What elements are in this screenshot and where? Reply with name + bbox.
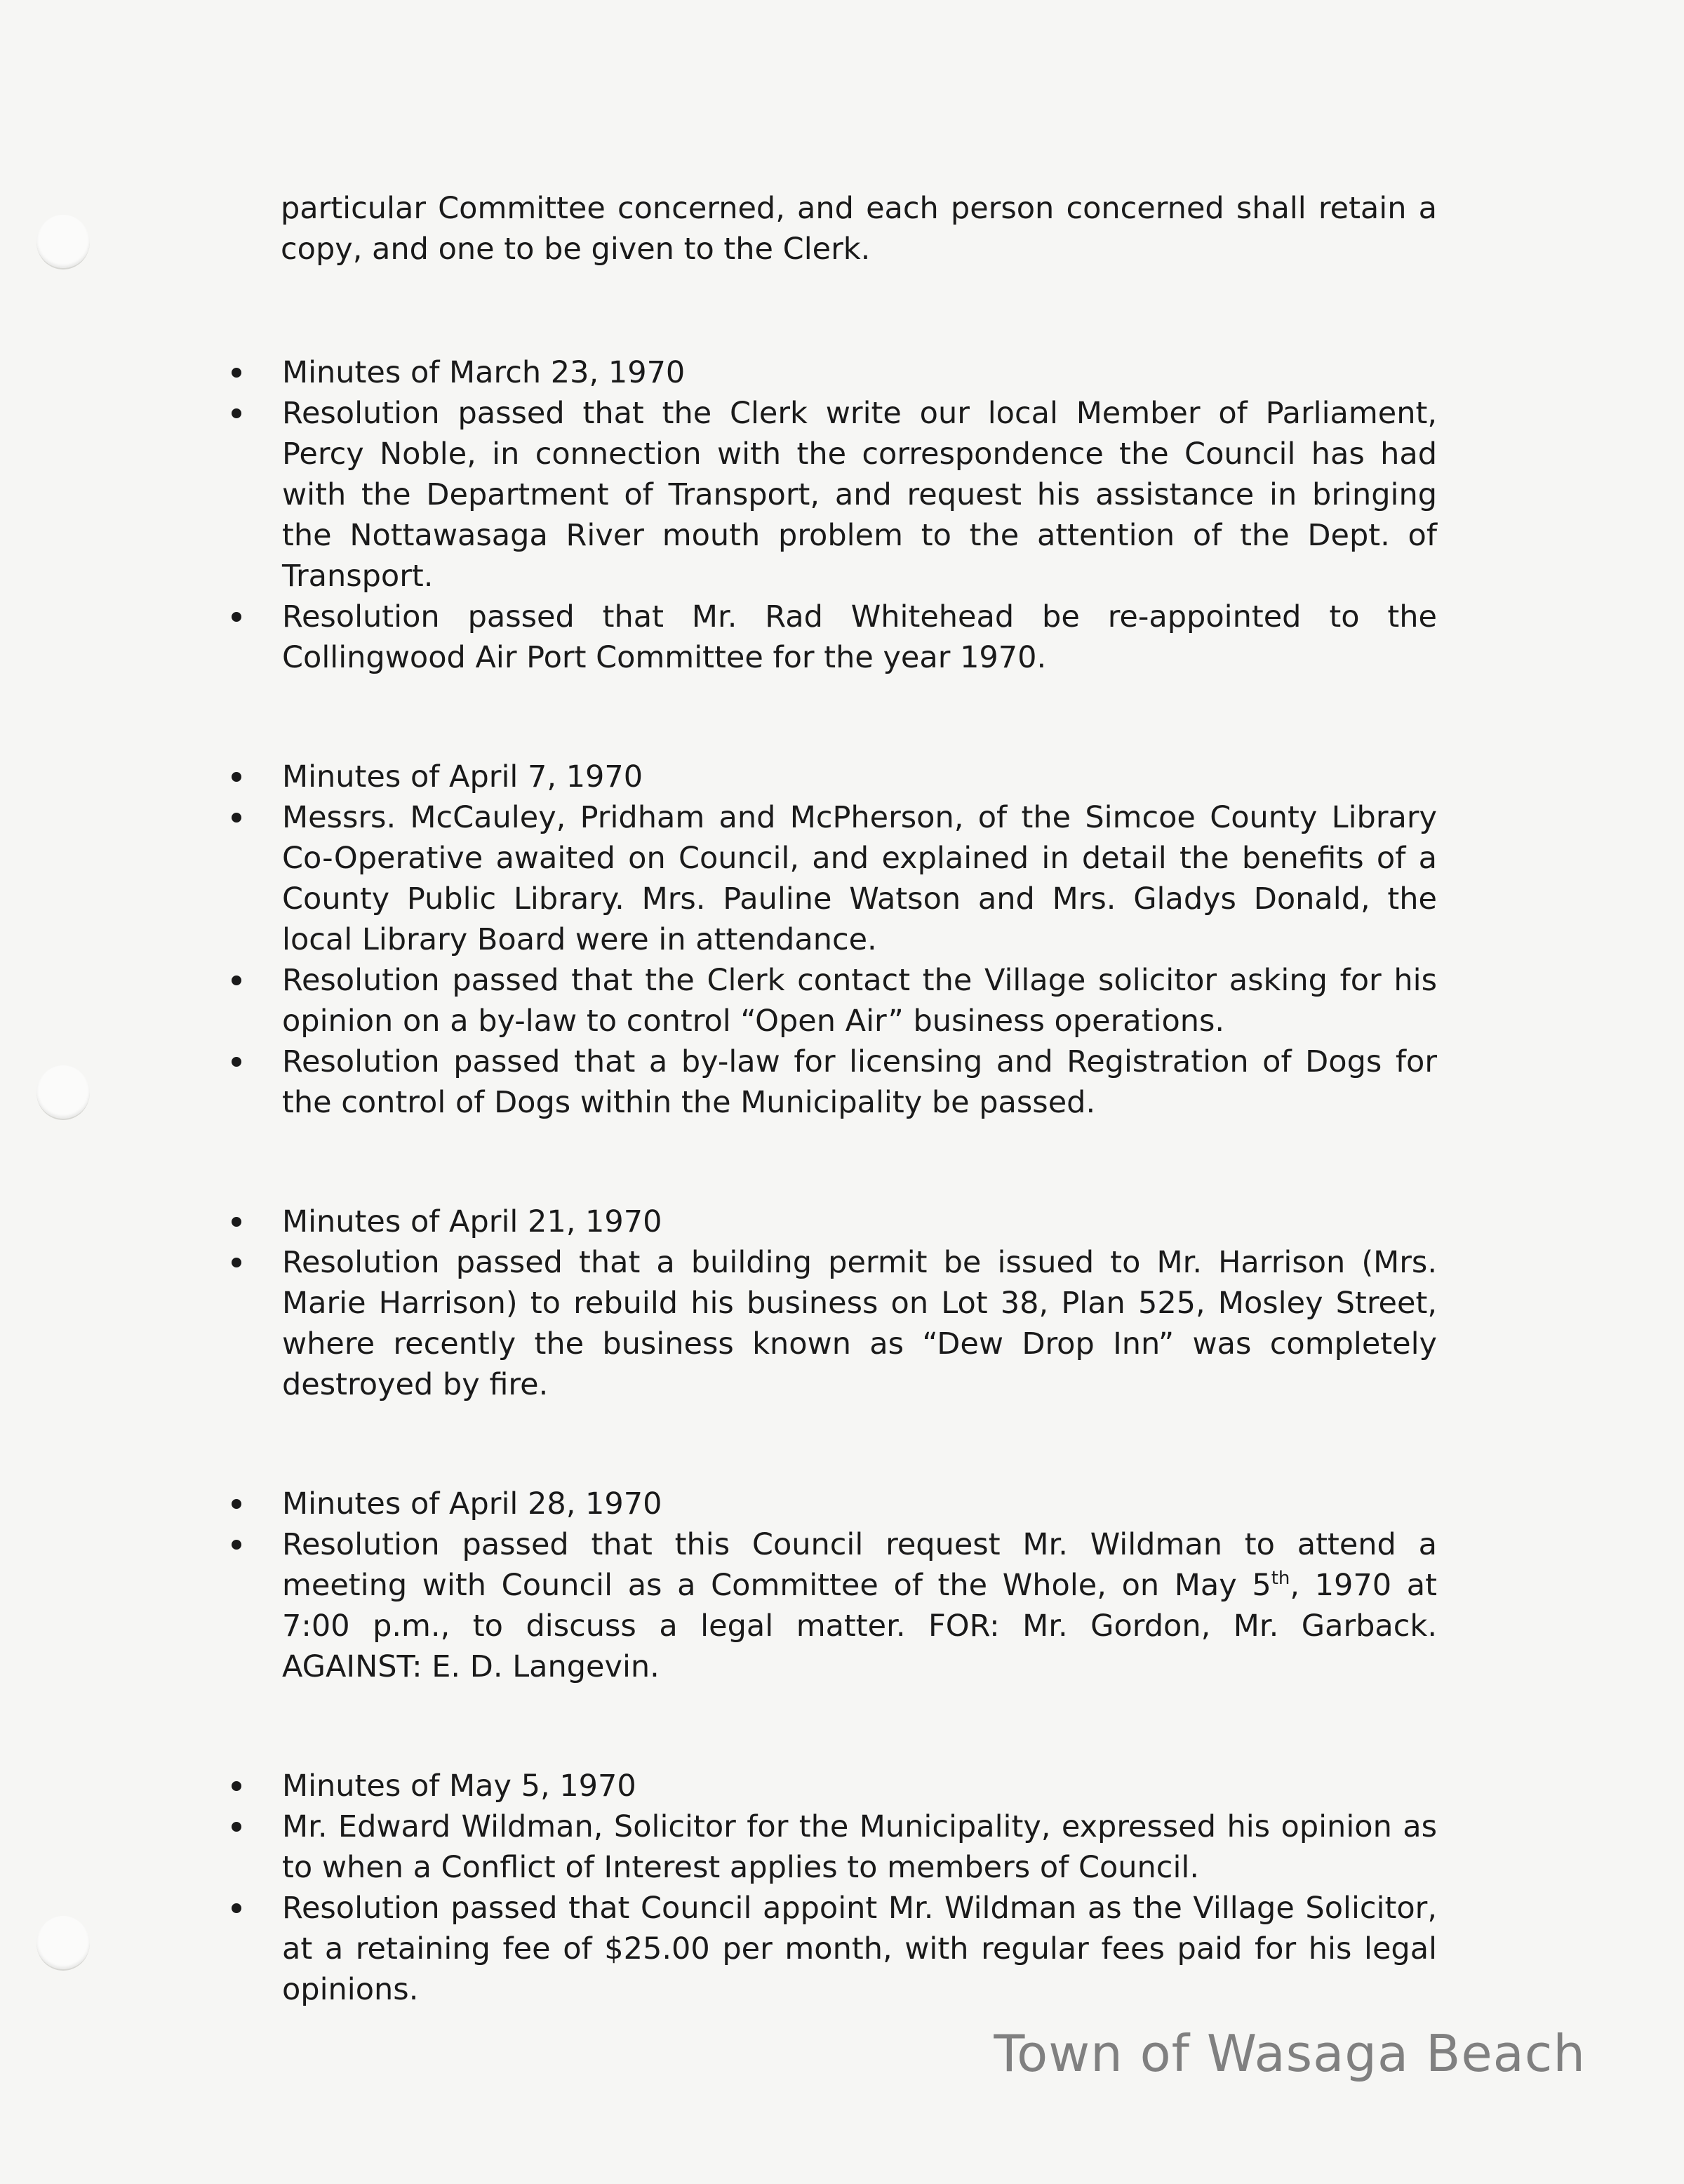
item-text: Minutes of May 5, 1970 xyxy=(282,1769,636,1804)
intro-paragraph: particular Committee concerned, and each person concerned shall retain a copy, and one to be given to the Clerk. xyxy=(281,191,1437,267)
bullet-icon xyxy=(232,1499,241,1509)
list-item xyxy=(225,1524,1437,1687)
list-item xyxy=(225,1041,1437,1123)
list-item xyxy=(225,757,1437,797)
section-april-21 xyxy=(225,1201,1437,1405)
list-item xyxy=(225,393,1437,597)
bullet-icon xyxy=(232,813,241,823)
list-item xyxy=(225,1766,1437,1806)
item-text: Minutes of March 23, 1970 xyxy=(282,355,686,390)
item-text: Mr. Edward Wildman, Solicitor for the Municipality, expressed his opinion as to when a Conflict of Interest applies to members of Council. xyxy=(282,1809,1437,1885)
document-body xyxy=(225,188,1437,2010)
list-item xyxy=(225,597,1437,678)
ordinal-suffix: th xyxy=(1271,1568,1290,1589)
punch-hole xyxy=(36,215,90,269)
list-item xyxy=(225,1242,1437,1405)
bullet-icon xyxy=(232,976,241,985)
bullet-icon xyxy=(232,1258,241,1267)
list-item xyxy=(225,797,1437,960)
section-may-5 xyxy=(225,1766,1437,2010)
item-text: , 1970 at 7:00 p.m., to discuss a legal matter. FOR: Mr. Gordon, Mr. Garback. AGAINST: E. D. Langevin. xyxy=(282,1568,1437,1684)
item-text: Resolution passed that a by-law for licensing and Registration of Dogs for the control of Dogs within the Municipality be passed. xyxy=(282,1044,1437,1120)
item-text: Minutes of April 28, 1970 xyxy=(282,1486,662,1522)
item-text: Resolution passed that a building permit be issued to Mr. Harrison (Mrs. Marie Harrison) to rebuild his business on Lot 38, Plan 525, Mosley Street, where recently the business known as “Dew Drop Inn” was completely destroyed by fire. xyxy=(282,1245,1437,1402)
watermark: Town of Wasaga Beach xyxy=(994,2024,1586,2083)
bullet-icon xyxy=(232,368,241,378)
bullet-icon xyxy=(232,1781,241,1791)
item-text: Messrs. McCauley, Pridham and McPherson, of the Simcoe County Library Co-Operative awaited on Council, and explained in detail the benefits of a County Public Library. Mrs. Pauline Watson and Mrs. Gladys Donald, the local Library Board were in attendance. xyxy=(282,800,1437,957)
item-text: Resolution passed that this Council request Mr. Wildman to attend a meeting with Council as a Committee of the Whole, on May 5 xyxy=(282,1527,1437,1603)
list-item xyxy=(225,1484,1437,1524)
item-text: Resolution passed that Council appoint Mr. Wildman as the Village Solicitor, at a retaining fee of $25.00 per month, with regular fees paid for his legal opinions. xyxy=(282,1891,1437,2007)
bullet-icon xyxy=(232,1822,241,1832)
bullet-icon xyxy=(232,1540,241,1550)
bullet-icon xyxy=(232,1217,241,1227)
list-item xyxy=(225,960,1437,1041)
punch-hole xyxy=(36,1916,90,1971)
item-text: Minutes of April 7, 1970 xyxy=(282,759,643,794)
list-item xyxy=(225,352,1437,393)
bullet-icon xyxy=(232,772,241,782)
item-text: Resolution passed that the Clerk write our local Member of Parliament, Percy Noble, in connection with the correspondence the Council has had with the Department of Transport, and request his assistance in bringing the Nottawasaga River mouth problem to the attention of the Dept. of Transport. xyxy=(282,396,1437,594)
list-item xyxy=(225,1806,1437,1888)
section-april-7 xyxy=(225,757,1437,1123)
bullet-icon xyxy=(232,1903,241,1913)
item-text: Resolution passed that Mr. Rad Whitehead be re-appointed to the Collingwood Air Port Committee for the year 1970. xyxy=(282,599,1437,675)
section-march-23 xyxy=(225,352,1437,678)
item-text: Minutes of April 21, 1970 xyxy=(282,1204,662,1239)
list-item xyxy=(225,1888,1437,2010)
bullet-icon xyxy=(232,408,241,418)
punch-hole xyxy=(36,1065,90,1120)
bullet-icon xyxy=(232,612,241,622)
section-april-28 xyxy=(225,1484,1437,1687)
list-item xyxy=(225,1201,1437,1242)
bullet-icon xyxy=(232,1057,241,1067)
item-text: Resolution passed that the Clerk contact the Village solicitor asking for his opinion on a by-law to control “Open Air” business operations. xyxy=(282,963,1437,1039)
